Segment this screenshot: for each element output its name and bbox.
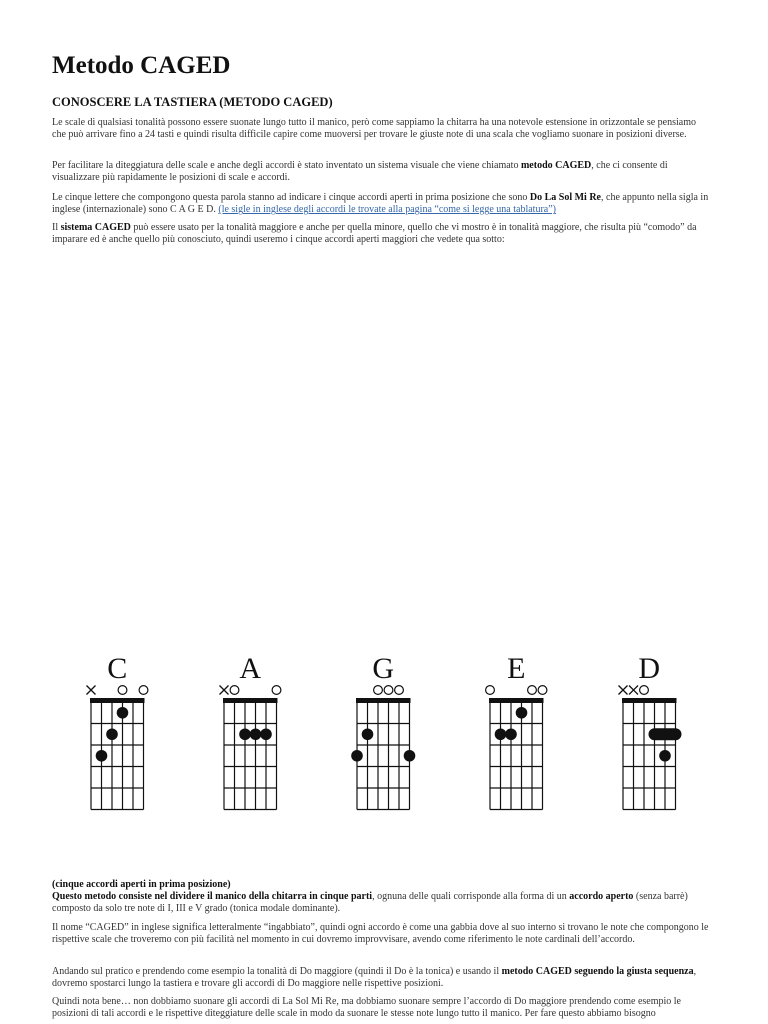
chord-caption [52,879,712,916]
open-string-marker [640,686,649,695]
chord-diagrams [70,650,710,820]
muted-string-marker [619,686,628,695]
open-string-marker [528,686,537,695]
chord-name: G [372,652,395,685]
muted-string-marker [629,686,638,695]
bold-text: Do La Sol Mi Re [529,192,601,203]
chord-nut [356,698,411,703]
finger-dot [106,728,118,740]
muted-string-marker [220,686,229,695]
open-string-marker [139,686,148,695]
bold-text: Questo metodo consiste nel dividere il manico della chitarra in cinque parti [52,891,373,903]
chord-nut [223,698,278,703]
text: , che ci consente di visualizzare più rapidamente le posizioni di scale e accordi. [52,160,668,184]
chord-nut [489,698,544,703]
open-string-marker [395,686,404,695]
barre-marker [649,728,682,740]
paragraph-intro: Le scale di qualsiasi tonalità possono essere suonate lungo tutto il manico, però come sappiamo la chitarra ha una notevole estensione in orizzontale se pensiamo che può arrivare fino a 24 tasti e quindi risulta difficile capire come muoversi per trovare le giuste note di una scala che vogliamo suonare in posizioni diverse. [52,117,696,141]
chord-name: C [107,652,128,685]
chord-nut [622,698,677,703]
chord-name: A [239,652,262,685]
text: può essere usato per la tonalità maggiore e anche per quella minore, quello che vi mostro è in tonalità maggiore, che risulta più “comodo” da imparare ed è anche quello più conosciuto, quindi useremo i cinque accordi aperti maggiori che vedete qua sotto: [52,222,697,246]
finger-dot [404,750,416,762]
finger-dot [362,728,374,740]
text: , dovremo spostarci lungo la tastiera e trovare gli accordi di Do maggiore nelle rispettive posizioni. [52,966,697,990]
chord-name: D [638,652,661,685]
open-string-marker [384,686,393,695]
text: Il [52,222,61,233]
text: Per facilitare la diteggiatura delle scale e anche degli accordi è stato inventato un sistema visuale che viene chiamato [52,160,521,171]
tablature-link[interactable]: (le sigle in inglese degli accordi le trovate alla pagina “come si legge una tablatura”) [218,204,556,216]
bold-text: sistema CAGED [60,222,131,233]
muted-string-marker [87,686,96,695]
bold-text: accordo aperto [569,891,634,903]
finger-dot [516,707,528,719]
bold-text: metodo CAGED seguendo la giusta sequenza [501,966,694,977]
finger-dot [351,750,363,762]
paragraph-major-minor [52,222,712,246]
open-string-marker [230,686,239,695]
text: (senza barrè) composto da solo tre note di I, III e V grado (tonica modale dominante). [52,891,688,915]
open-string-marker [486,686,495,695]
finger-dot [260,728,272,740]
bold-text: (cinque accordi aperti in prima posizione) [52,879,231,890]
finger-dot [96,750,108,762]
chord-name: E [507,652,526,685]
paragraph-caged-system [52,160,712,184]
paragraph-letters [52,192,712,216]
open-string-marker [538,686,547,695]
text: Le cinque lettere che compongono questa parola stanno ad indicare i cinque accordi aperti in prima posizione che sono [52,192,530,203]
paragraph-note: Quindi nota bene… non dobbiamo suonare gli accordi di La Sol Mi Re, ma dobbiamo suonare sempre l’accordo di Do maggiore prendendo come esempio le posizioni di tali accordi e le rispettive diteggiature delle scale in modo da suonare le stesse note lungo tutto il manico. Per fare questo abbiamo bisogno [52,996,681,1020]
paragraph-caged-name: Il nome “CAGED” in inglese significa letteralmente “ingabbiato”, quindi ogni accordo è come una gabbia dove al suo interno si trovano le note che compongono le rispettive scale che troveremo con più facilità nel momento in cui dovremo improvvisare, avendo come riferimento le note cardinali dell’accordo. [52,922,709,946]
paragraph-example [52,966,712,990]
finger-dot [495,728,507,740]
section-heading: CONOSCERE LA TASTIERA (METODO CAGED) [52,95,333,109]
finger-dot [505,728,517,740]
page-title: Metodo CAGED [52,52,231,79]
finger-dot [239,728,251,740]
finger-dot [250,728,262,740]
text: , che appunto nella sigla in inglese (internazionale) sono C A G E D. [52,192,709,216]
finger-dot [659,750,671,762]
open-string-marker [272,686,281,695]
chord-nut [90,698,145,703]
text: , ognuna delle quali corrisponde alla forma di un [372,891,570,903]
open-string-marker [118,686,127,695]
finger-dot [117,707,129,719]
open-string-marker [374,686,383,695]
text: Andando sul pratico e prendendo come esempio la tonalità di Do maggiore (quindi il Do è la tonica) e usando il [52,966,502,977]
bold-text: metodo CAGED [520,160,592,171]
